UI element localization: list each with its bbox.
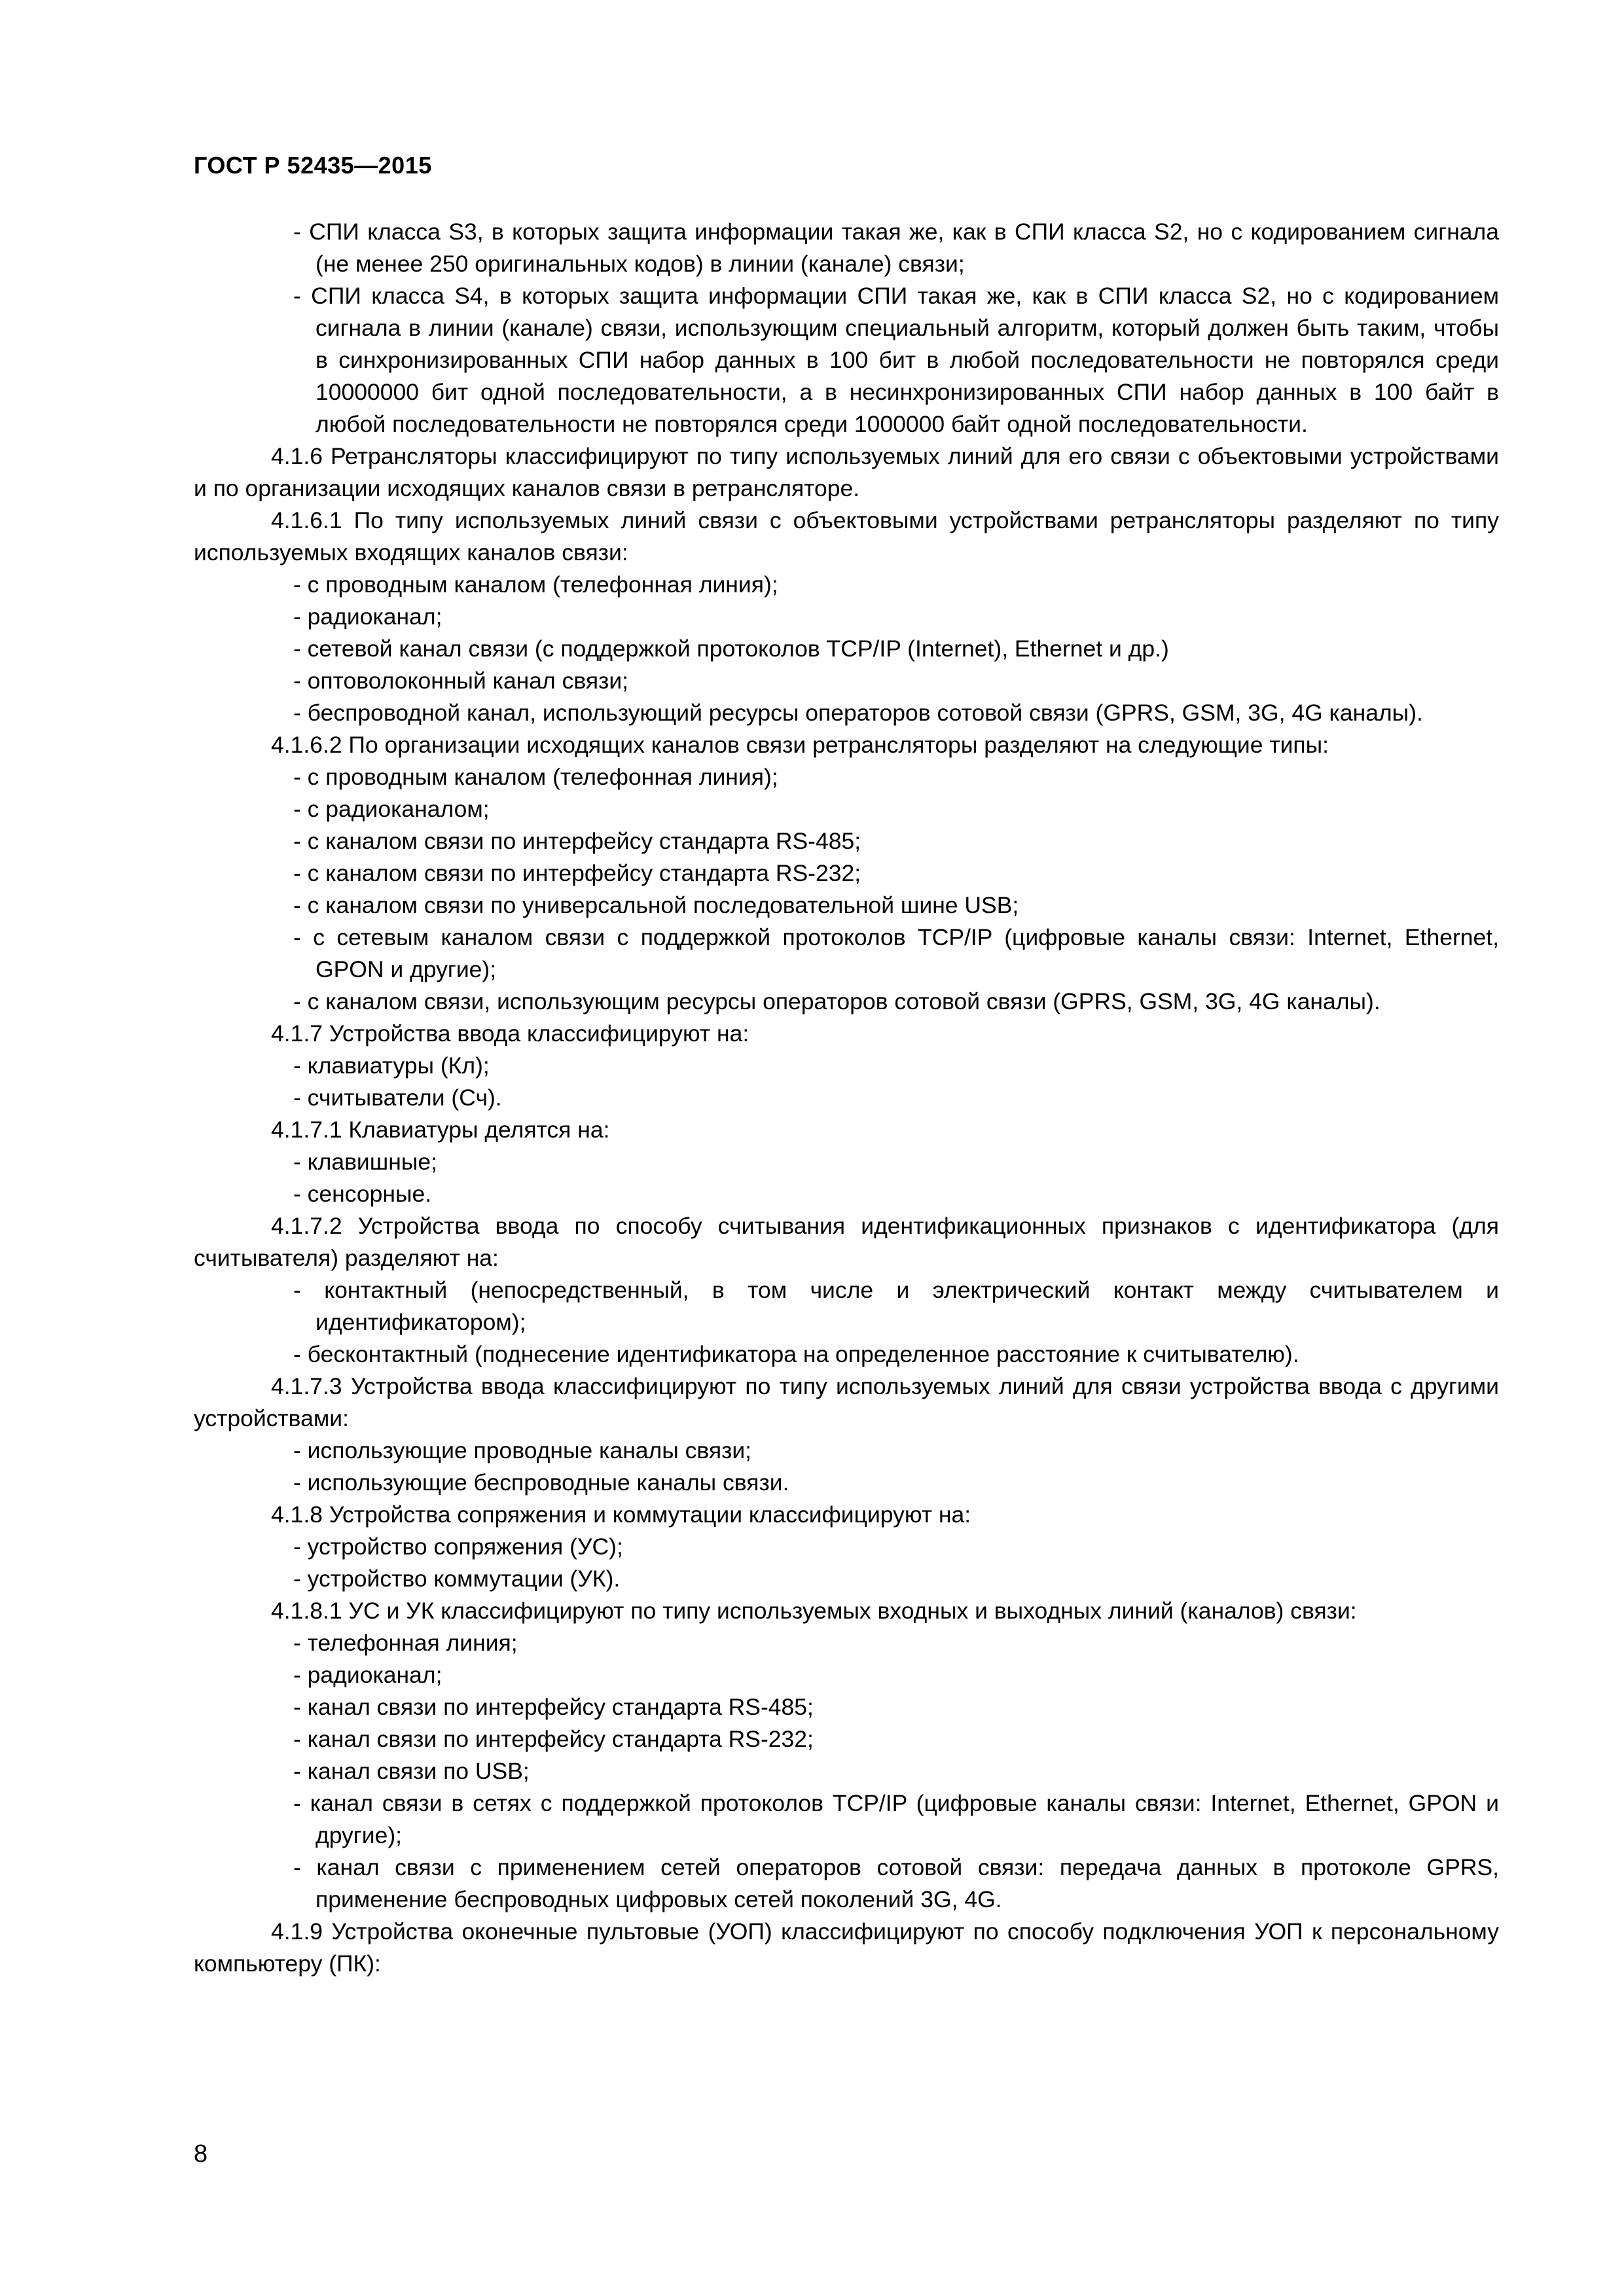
list-item: - с проводным каналом (телефонная линия);	[293, 764, 778, 790]
list-item: - использующие беспроводные каналы связи.	[293, 1469, 789, 1496]
list-item: - СПИ класса S4, в которых защита информации СПИ такая же, как в СПИ класса S2, но с кодированием сигнала в линии (канале) связи, использующим специальный алгоритм, который должен быть таким, чтобы в синхронизированных СПИ набор данных в 100 бит в любой последовательности не повторялся среди 10000000 бит одной последовательности, а в несинхронизированных СПИ набор данных в 100 байт в любой последовательности не повторялся среди 1000000 байт одной последовательности.	[293, 283, 1499, 437]
list-item: - сенсорные.	[293, 1181, 432, 1207]
paragraph: 4.1.7.3 Устройства ввода классифицируют по типу используемых линий для связи устройства ввода с другими устройствами:	[194, 1373, 1499, 1431]
document-header: ГОСТ Р 52435—2015	[194, 152, 432, 179]
paragraph: 4.1.9 Устройства оконечные пультовые (УОП) классифицируют по способу подключения УОП к персональному компьютеру (ПК):	[194, 1918, 1499, 1977]
list-item: - с проводным каналом (телефонная линия);	[293, 571, 778, 598]
paragraph: 4.1.6.2 По организации исходящих каналов связи ретрансляторы разделяют на следующие типы:	[271, 732, 1329, 758]
paragraph: 4.1.7.2 Устройства ввода по способу считывания идентификационных признаков с идентификатора (для считывателя) разделяют на:	[194, 1213, 1499, 1271]
list-item: - бесконтактный (поднесение идентификатора на определенное расстояние к считывателю).	[293, 1341, 1299, 1367]
list-item: - с каналом связи по интерфейсу стандарта RS-485;	[293, 828, 861, 854]
page-number: 8	[194, 2140, 208, 2168]
list-item: - контактный (непосредственный, в том числе и электрический контакт между считывателем и идентификатором);	[293, 1277, 1499, 1335]
list-item: - считыватели (Сч).	[293, 1085, 502, 1111]
list-item: - канал связи по USB;	[293, 1758, 530, 1784]
list-item: - радиоканал;	[293, 1662, 442, 1688]
list-item: - канал связи с применением сетей операторов сотовой связи: передача данных в протоколе GPRS, применение беспроводных цифровых сетей поколений 3G, 4G.	[293, 1854, 1499, 1912]
document-body	[194, 216, 1499, 1980]
list-item: - клавишные;	[293, 1149, 437, 1175]
list-item: - с каналом связи по универсальной последовательной шине USB;	[293, 892, 1019, 918]
list-item: - беспроводной канал, использующий ресурсы операторов сотовой связи (GPRS, GSM, 3G, 4G каналы).	[293, 700, 1423, 726]
list-item: - радиоканал;	[293, 603, 442, 630]
paragraph: 4.1.8.1 УС и УК классифицируют по типу используемых входных и выходных линий (каналов) связи:	[271, 1598, 1357, 1624]
list-item: - канал связи в сетях с поддержкой протоколов TCP/IP (цифровые каналы связи: Internet, Ethernet, GPON и другие);	[293, 1790, 1499, 1848]
list-item: - с сетевым каналом связи с поддержкой протоколов TCP/IP (цифровые каналы связи: Internet, Ethernet, GPON и другие);	[293, 924, 1499, 982]
paragraph: 4.1.6.1 По типу используемых линий связи с объектовыми устройствами ретрансляторы разделяют по типу используемых входящих каналов связи:	[194, 507, 1499, 565]
paragraph: 4.1.8 Устройства сопряжения и коммутации классифицируют на:	[271, 1501, 971, 1528]
paragraph: 4.1.7 Устройства ввода классифицируют на:	[271, 1020, 749, 1047]
list-item: - канал связи по интерфейсу стандарта RS-485;	[293, 1694, 814, 1720]
list-item: - использующие проводные каналы связи;	[293, 1437, 752, 1463]
list-item: - оптоволоконный канал связи;	[293, 668, 629, 694]
list-item: - канал связи по интерфейсу стандарта RS-232;	[293, 1726, 814, 1752]
list-item: - с радиоканалом;	[293, 796, 490, 822]
list-item: - с каналом связи, использующим ресурсы операторов сотовой связи (GPRS, GSM, 3G, 4G каналы).	[293, 988, 1380, 1014]
list-item: - устройство коммутации (УК).	[293, 1566, 621, 1592]
list-item: - СПИ класса S3, в которых защита информации такая же, как в СПИ класса S2, но с кодированием сигнала (не менее 250 оригинальных кодов) в линии (канале) связи;	[293, 219, 1499, 277]
list-item: - с каналом связи по интерфейсу стандарта RS-232;	[293, 860, 861, 886]
list-item: - клавиатуры (Кл);	[293, 1052, 490, 1079]
paragraph: 4.1.6 Ретрансляторы классифицируют по типу используемых линий для его связи с объектовыми устройствами и по организации исходящих каналов связи в ретрансляторе.	[194, 443, 1499, 501]
list-item: - телефонная линия;	[293, 1630, 518, 1656]
paragraph: 4.1.7.1 Клавиатуры делятся на:	[271, 1117, 610, 1143]
list-item: - сетевой канал связи (с поддержкой протоколов TCP/IP (Internet), Ethernet и др.)	[293, 636, 1169, 662]
list-item: - устройство сопряжения (УС);	[293, 1534, 623, 1560]
